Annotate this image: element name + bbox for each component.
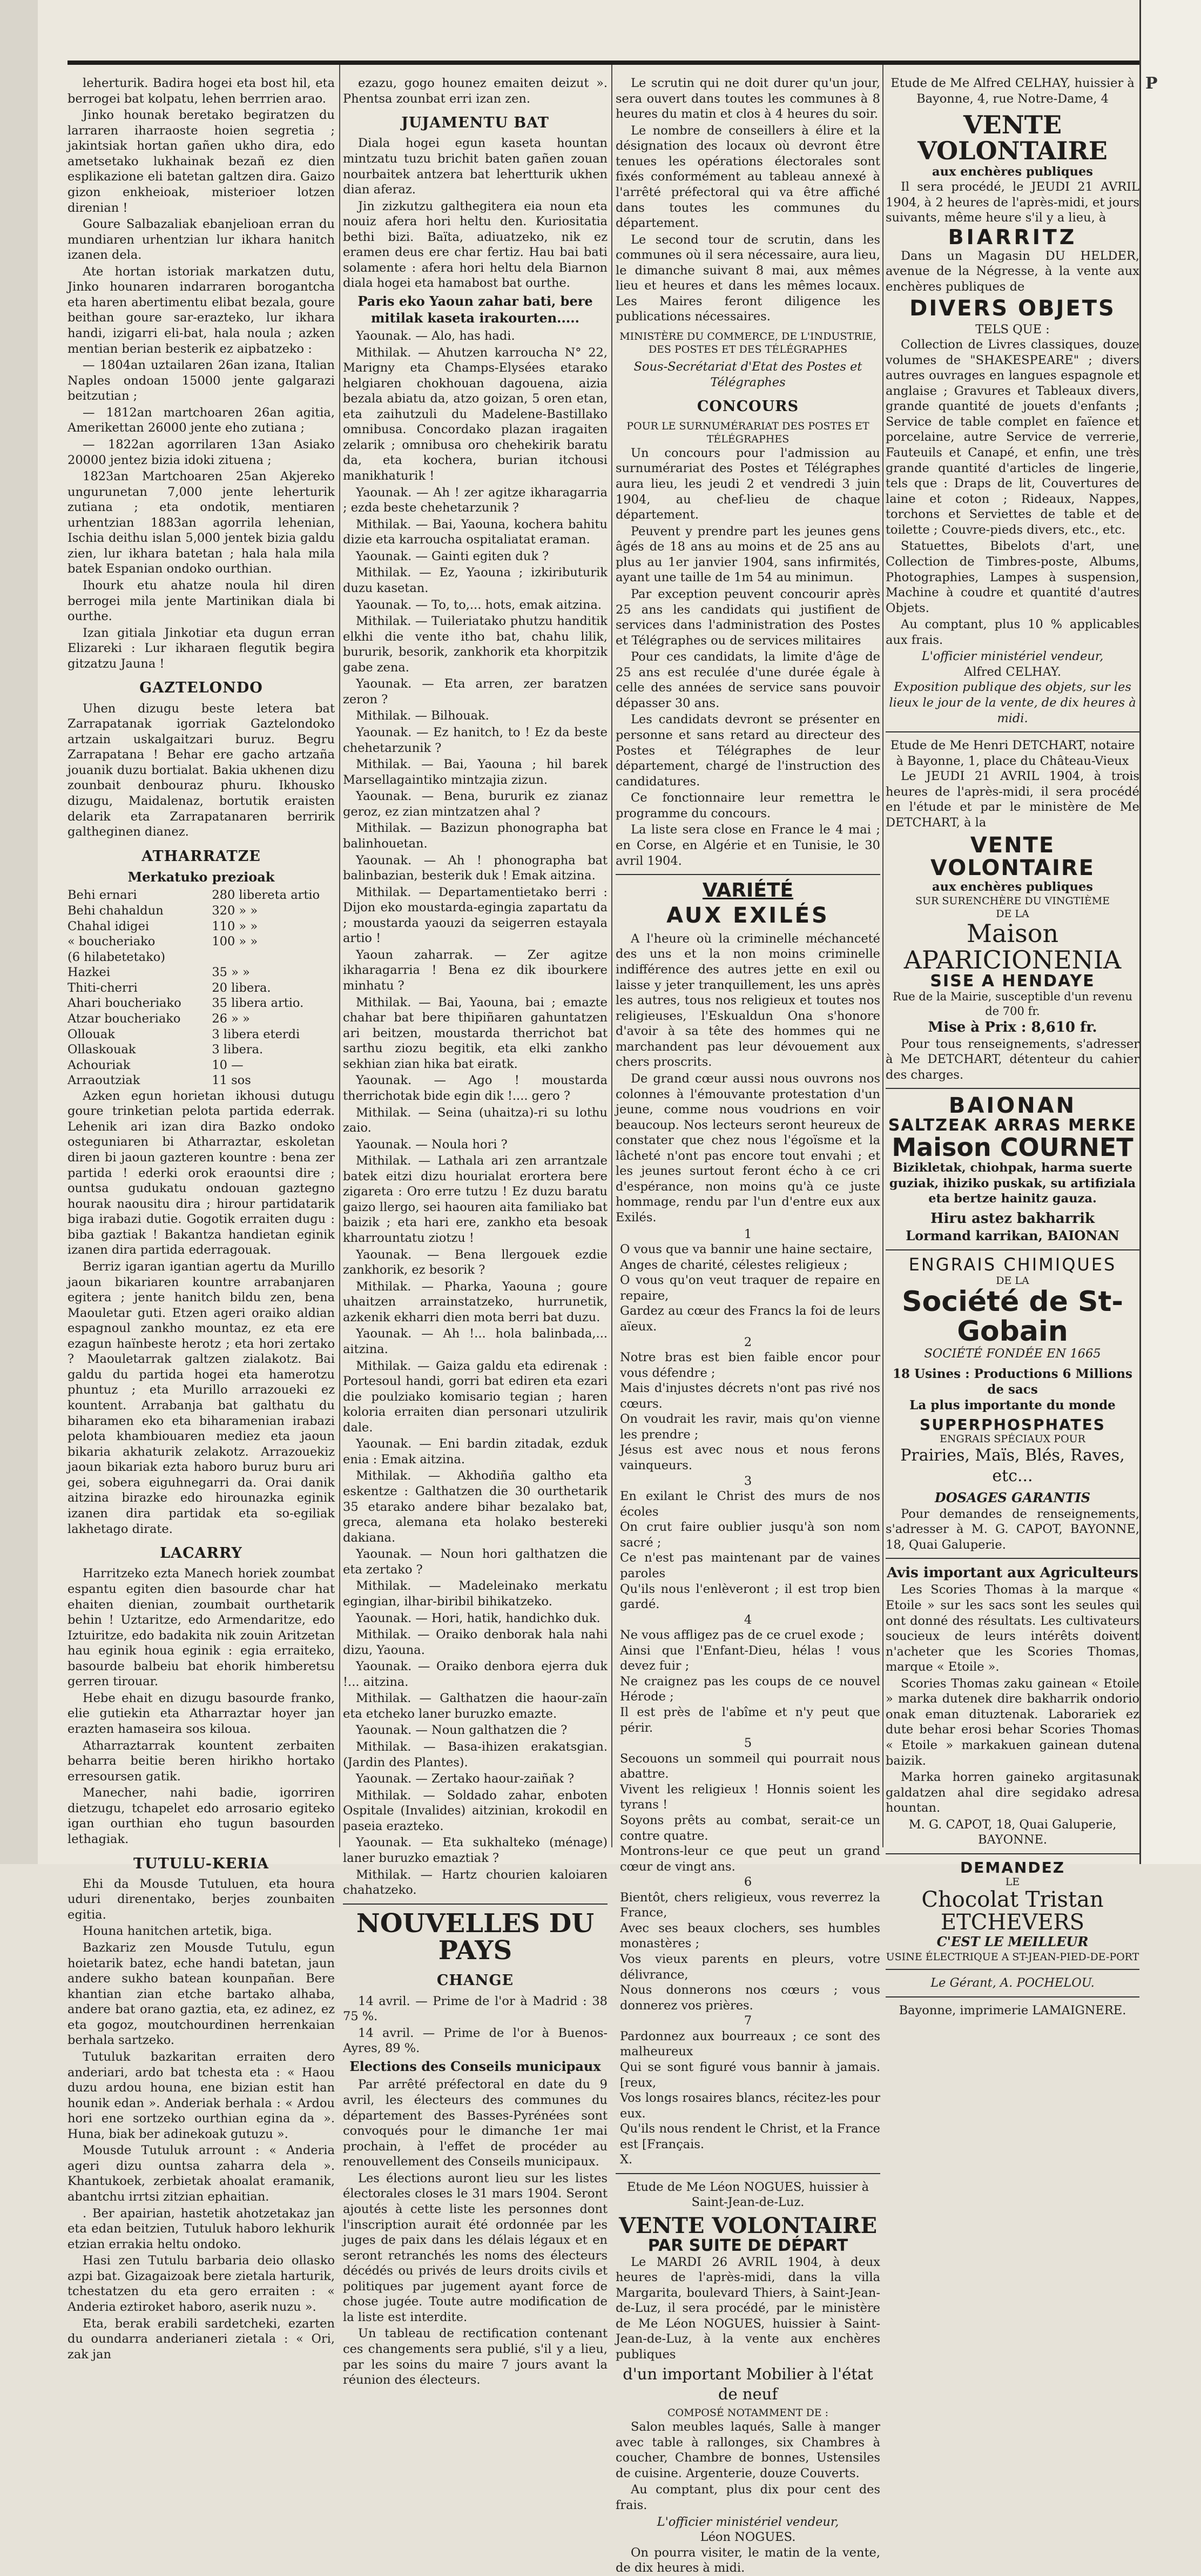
scories-eu: Scories Thomas zaku gainean « Etoile » marka dutenek dire bakharrik ondorio onak eman dituztenak. Laborariek ez dute behar erosi behar Scories Thomas « Etoile » markakuen gainean dutena baizik.: [886, 1676, 1139, 1768]
sise-hendaye: SISE A HENDAYE: [930, 971, 1095, 991]
divider: [886, 1249, 1139, 1250]
paragraph: Le nombre de conseillers à élire et la désignation des locaux où devront être tenues les opérations électorales sont fixés conformément au tableau annexé à l'arrêté préfectoral qui va être affiché dans toutes les communes du département.: [616, 123, 880, 231]
elections-title: Elections des Conseils municipaux: [349, 2058, 601, 2074]
verse-line: Gardez au cœur des Francs la foi de leurs aïeux.: [620, 1304, 880, 1334]
paragraph: Mithilak. — Oraiko denborak hala nahi dizu, Yaouna.: [343, 1627, 608, 1657]
paragraph: Mithilak. — Departamentietako berri : Dijon eko moustarda-egingia zapartatu da ; moustarda yaouzi da seigerren estayala artio !: [343, 885, 608, 946]
usine-electrique: USINE ÉLECTRIQUE A ST-JEAN-PIED-DE-PORT: [886, 1951, 1139, 1963]
paragraph: Pour ces candidats, la limite d'âge de 25 ans est reculée d'une durée égale à celle des années de service sans pouvoir dépasser 30 ans.: [616, 650, 880, 710]
nogues-comptant: Au comptant, plus dix pour cent des frais.: [616, 2483, 880, 2513]
le-label: LE: [1005, 1876, 1020, 1888]
price-row: [68, 934, 335, 950]
paragraph: Un tableau de rectification contenant ces changements sera publié, s'il y a lieu, par les soins du maire 7 jours avant la réunion des électeurs.: [343, 2326, 608, 2387]
celhay-list: Collection de Livres classiques, douze volumes de "SHAKESPEARE" ; divers autres ouvrages en langues espagnole et anglaise ; Gravures et Tableaux divers, grande quantité de jouets d'enfants ; Service de table complet en faïence et porcelaine, autre Service de verrerie, Fauteuils et Canapé, et enfin, une très grande quantité d'articles de lingerie, tels que : Draps de lit, Couvertures de laine et coton ; Rideaux, Nappes, torchons et Serviettes de table et de toilette ; Couvre-pieds divers, etc., etc.: [886, 338, 1139, 537]
detchart-subtitle: aux enchères publiques: [932, 879, 1093, 894]
nogues-etude: Etude de Me Léon NOGUES, huissier à Saint-Jean-de-Luz.: [626, 2180, 869, 2210]
verse-line: En exilant le Christ des murs de nos écoles: [620, 1489, 880, 1519]
paragraph: Yaounak. — Alo, has hadi.: [356, 328, 515, 343]
price-value: 35 libera artio.: [212, 996, 304, 1011]
nogues-list: Salon meubles laqués, Salle à manger avec table à rallonges, six Chambres à coucher, Chambre de bonnes, Ustensiles de cuisine. Argenterie, douze Couverts.: [616, 2420, 880, 2480]
price-value: 3 libera.: [212, 1042, 264, 1057]
verse-line: Ne craignez pas les coups de ce nouvel Hérode ;: [620, 1674, 880, 1704]
paragraph: Mithilak. — Pharka, Yaouna ; goure uhaitzen arrainstatzeko, hurrunetik, azkenik ekharri dien mota berri bat duzu.: [343, 1279, 608, 1324]
paragraph: 1823an Martchoaren 25an Akjereko ungurunetan 7,000 jente leherturik zutiana ; eta ondotik, mentiaren urhentzian 1883an agorrila lehenian, Ischia deithu islan 5,000 jentek bizia galdu zien, lur ikhara batetan ; hala hala mila batek Espanian ondoko ourthian.: [68, 469, 335, 576]
stanza-number: 2: [744, 1335, 752, 1349]
dialogue-text: [343, 328, 608, 1898]
price-value: 100 » »: [212, 934, 258, 949]
concours-title: CONCOURS: [697, 398, 799, 415]
paragraph: Ehi da Mousde Tutuluen, eta houra uduri direnentako, berjes zounbaiten egitia.: [68, 1876, 335, 1922]
importante-monde: La plus importante du monde: [909, 1398, 1116, 1413]
divider: [616, 874, 880, 875]
column-2: [343, 76, 608, 2387]
paragraph: Mithilak. — Ahutzen karroucha N° 22, Marigny eta Champs-Elysées etarako helgiaren chokhouan dagouena, aizia bezala abiatu da, atzo goizan, 5 oren etan, eta zaihutzuli du Madelene-Bastillako omnibusa. Concordako plazan iragaiten zelarik ; omnibusa oro chehekirik baratu da, eta kochera, burian itchousi manikhaturik !: [343, 345, 608, 483]
paragraph: Yaounak. — Ah ! zer agitze ikharagarria ; ezda beste chehetarzunik ?: [343, 485, 608, 515]
verse-line: Secouons un sommeil qui pourrait nous abattre.: [620, 1751, 880, 1781]
price-item: Behi chahaldun: [68, 904, 164, 918]
section-title-lacarry: LACARRY: [160, 1545, 242, 1562]
verse-line: Notre bras est bien faible encor pour vous défendre ;: [620, 1350, 880, 1380]
paragraph: Azken egun horietan ikhousi dutugu goure trinketian pelota partida ederrak. Lehenik ari izan dira Bazko ondoko osteguniaren bi Atharraztar, eskoletan diren bi jaoun gazteren kountre : bena zer partida ! ederki orok eraountsi dire ; ountsa gudukatu ondouan gaztegno hourak naousitu dira ; hirour partidatarik biga irabazi dutie. Gogotik erraiten dugu : biba gaztiak ! Bakantza handietan eginik izanen dira partida ederragouak.: [68, 1088, 335, 1257]
paragraph: Mithilak. — Bai, Yaouna, kochera bahitu dizie eta karroucha ospitaliatat eraman.: [343, 517, 608, 547]
celhay-officer: L'officier ministériel vendeur,: [921, 649, 1104, 664]
paragraph: Yaounak. — Eta arren, zer baratzen zeron ?: [343, 677, 608, 707]
cest-le-meilleur: C'EST LE MEILLEUR: [936, 1934, 1089, 1950]
stanza-number: 1: [744, 1227, 752, 1241]
paragraph: Mithilak. — Bazizun phonographa bat balinhouetan.: [343, 821, 608, 851]
maison-aparicionenia: Maison APARICIONENIA: [903, 919, 1122, 974]
change-title: CHANGE: [436, 1972, 514, 1989]
prairies: Prairies, Maïs, Blés, Raves, etc...: [900, 1446, 1125, 1486]
price-row: [68, 1042, 335, 1058]
price-row: [68, 950, 335, 965]
paragraph: Yaounak. — Bena, bururik ez zianaz geroz, ez zian mintzatzen ahal ?: [343, 789, 608, 819]
paragraph: 14 avril. — Prime de l'or à Madrid : 38 75 %.: [343, 1994, 608, 2024]
price-value: 280 libereta artio: [212, 888, 320, 903]
paragraph: Mithilak. — Hartz chourien kaloiaren chahatzeko.: [343, 1867, 608, 1898]
continued-text: ezazu, gogo hounez emaiten deizut ». Phentsa zounbat erri izan zen.: [343, 76, 608, 106]
paragraph: Izan gitiala Jinkotiar eta dugun erran Elizareki : Lur ikharaen flegutik begira gitzatzu Jauna !: [68, 625, 335, 671]
verse-line: Vos vieux parents en pleurs, votre délivrance,: [620, 1952, 880, 1982]
paragraph: Harritzeko ezta Manech horiek zoumbat espantu egiten dien basourde char hat ehaiten dienian, zoumbait ourthetarik behin ! Uztaritze, edo Armendaritze, edo Iztuiritze, edo badakita nik zouin Aritzetan hau eginik houa eginik : egia erraiteko, basourde balbeiu bat ehorik himberetsu gerren tirouar.: [68, 1566, 335, 1689]
verse-line: Ainsi que l'Enfant-Dieu, hélas ! vous devez fuir ;: [620, 1643, 880, 1673]
section-title-jujamentu: JUJAMENTU BAT: [401, 115, 549, 132]
divers-objets: DIVERS OBJETS: [909, 295, 1116, 321]
saltzeak-title: SALTZEAK ARRAS MERKE: [888, 1116, 1137, 1135]
section-title-gaztelondo: GAZTELONDO: [139, 680, 263, 697]
celhay-text: Il sera procédé, le JEUDI 21 AVRIL 1904, à 2 heures de l'après-midi, et jours suivants, même heure s'il y a lieu, à: [886, 180, 1139, 225]
detchart-surenchere: SUR SURENCHÈRE DU VINGTIÈME: [915, 895, 1110, 907]
paragraph: Mithilak. — Bai, Yaouna, bai ; emazte chahar bat bere thipiñaren gahuntatzen ari beitzen, moustarda therrichot bat sarthu ziozu begitik, eta elki zankho sekhian zian hika bat eiratk.: [343, 995, 608, 1071]
scrutin-text: [616, 76, 880, 325]
price-row: [68, 965, 335, 980]
poem: [616, 1227, 880, 2168]
capot-address: M. G. CAPOT, 18, Quai Galuperie, BAYONNE.: [908, 1817, 1117, 1847]
paragraph: Ate hortan istoriak markatzen dutu, Jinko hounaren indarraren borogantcha eta haren abertimentu elibat bezala, goure beithan goure sar-erazteko, lur ikhara handi, izigarri eli-bat, hala noula ; azken mentian berian besterik ez aipbatzeko :: [68, 264, 335, 356]
paragraph: Un concours pour l'admission au surnumérariat des Postes et Télégraphes aura lieu, les jeudi 2 et vendredi 3 juin 1904, au chef-lieu de chaque département.: [616, 446, 880, 522]
paragraph: Mithilak. — Ez, Yaouna ; izkiributurik duzu kasetan.: [343, 566, 608, 595]
price-value: 10 —: [212, 1058, 244, 1072]
price-row: [68, 887, 335, 903]
price-item: Arraoutziak: [68, 1073, 140, 1088]
paragraph: Mithilak. — Tuileriatako phutzu handitik elkhi die vente itho bat, chahu lilik, bururik, besorik, zankhorik eta khorpitzik gabe zena.: [343, 614, 608, 675]
verse-line: Qui se sont figuré vous bannir à jamais. [reux,: [620, 2060, 880, 2090]
avis-agriculteurs: Avis important aux Agriculteurs: [887, 1565, 1138, 1582]
celhay-comptant: Au comptant, plus 10 % applicables aux frais.: [886, 617, 1139, 647]
gerant: Le Gérant, A. POCHELOU.: [930, 1976, 1095, 1990]
column-3: [616, 76, 880, 2575]
gaztelondo-text: [68, 701, 335, 840]
paragraph: Yaounak. — Noula hori ?: [356, 1137, 508, 1152]
paragraph: Berriz igaran igantian agertu da Murillo jaoun bikariaren kountre arrabanjaren egitera ; jente hanitch bildu zen, bena Maouletar guti. Etzen ageri oraiko aldian espagnoul zankho mountaz, ez eta ere ezagun haïnbeste herotz ; eta hori zertako ? Maouletarrak galtzen zialakotz. Bai galdu du partida hogei eta hamerotzu phuntuz ; eta Murillo arrazoueki ez kountent. Arrabanja bat galthatu du biharamen eko eta biharamenian irabazi pelota khambiouaren mediez eta jaoun bikaria akhaturik zelakotz. Arrazouekiz jaoun bikariak ezta haboro buruz buru ari gei, sobera eiguhnegarri da. Orai danik aitzina birazke edo hirounazka eginik izanen dira partidak eta so-egiliak lakhetago dirate.: [68, 1259, 335, 1536]
paragraph: Hasi zen Tutulu barbaria deio ollasko azpi bat. Gizagaizoak bere zietala harturik, tchestatzen du eta gero erraiten : « Anderia eztiroket haboro, aserik nuzu ».: [68, 2254, 335, 2314]
price-item: Behi ernari: [68, 888, 137, 903]
paragraph: Yaounak. — Ez hanitch, to ! Ez da beste chehetarzunik ?: [343, 725, 608, 755]
paragraph: Atharraztarrak kountent zerbaiten beharra beitie beren hirikho hortako erresoursen gatik.: [68, 1738, 335, 1784]
price-row: [68, 996, 335, 1011]
paragraph: Mousde Tutuluk arrount : « Anderia ageri dizu ountsa zaharra dela ». Khantukoek, zerbietak ahoalat eramanik, abantchu irrtsi zitzian ephaitian.: [68, 2143, 335, 2204]
paragraph: Mithilak. — Akhodiña galtho eta eskentze : Galthatzen die 30 ourthetarik 35 etarako andere bihar bezalako bat, greca, alemana eta holako bestereki dakiana.: [343, 1469, 608, 1545]
nogues-mobilier: d'un important Mobilier à l'état de neuf: [623, 2365, 873, 2404]
concours-subtitle: POUR LE SURNUMÉRARIAT DES POSTES ET TÉLÉGRAPHES: [626, 420, 869, 445]
paragraph: Mithilak. — Madeleinako merkatu egingian, ilhar-biribil bihikatzeko.: [343, 1579, 608, 1609]
divider: [886, 1996, 1139, 1997]
paragraph: Mithilak. — Bilhouak.: [356, 709, 489, 723]
adjacent-page-strip: P: [1139, 0, 1201, 1864]
price-value: 35 » »: [212, 965, 250, 980]
change-text: [343, 1994, 608, 2056]
paragraph: Ihourk etu ahatze noula hil diren berrogei mila jente Martinikan diala bi ourthe.: [68, 579, 335, 624]
verse-line: Avec ses beaux clochers, ses humbles monastères ;: [620, 1921, 880, 1951]
verse-line: Qu'ils nous l'enlèveront ; il est trop bien gardé.: [620, 1582, 880, 1612]
price-value: 3 libera eterdi: [212, 1027, 300, 1041]
paragraph: Mithilak. — Galthatzen die haour-zaïn eta etcheko laner buruzko emazte.: [343, 1691, 608, 1721]
pelota-text: [68, 1088, 335, 1537]
nogues-compose: COMPOSÉ NOTAMMENT DE :: [667, 2407, 829, 2419]
nogues-officer: L'officier ministériel vendeur,: [657, 2514, 839, 2529]
paragraph: Tutuluk bazkaritan erraiten dero anderiari, ardo bat tchesta eta : « Haou duzu ardou houna, ene bizian estit han hounik edan ». Anderiak berhala : « Ardou hori ene sortzeko ourthian egina da ». Huna, biak ber adinekoak gutuzu ».: [68, 2049, 335, 2141]
paragraph: Yaounak. — Bena llergouek ezdie zankhorik, ez besorik ?: [343, 1247, 608, 1277]
column-1: [68, 76, 335, 2362]
engrais-title: ENGRAIS CHIMIQUES: [908, 1254, 1117, 1275]
biarritz: BIARRITZ: [948, 225, 1077, 249]
price-item: « boucheriako: [68, 934, 156, 949]
price-item: Ollaskouak: [68, 1042, 136, 1057]
price-value: 11 sos: [212, 1073, 251, 1088]
paragraph: Yaounak. — Zertako haour-zaiñak ?: [356, 1772, 575, 1786]
imprimerie: Bayonne, imprimerie LAMAIGNERE.: [899, 2003, 1126, 2017]
engrais-speciaux: ENGRAIS SPÉCIAUX POUR: [940, 1432, 1085, 1445]
societe-fondee: SOCIÉTÉ FONDÉE EN 1665: [924, 1347, 1101, 1361]
price-list: [68, 887, 335, 1088]
paragraph: Goure Salbazaliak ebanjelioan erran du mundiaren urhentzian lur ikhara hanitch izanen dela.: [68, 217, 335, 263]
paragraph: leherturik. Badira hogei eta bost hil, eta berrogei bat kolpatu, lehen berrrien arao.: [68, 76, 335, 106]
celhay-text2: Dans un Magasin DU HELDER, avenue de la Négresse, à la vente aux enchères publiques de: [886, 248, 1139, 294]
paragraph: Yaounak. — Ah !... hola balinbada,... aitzina.: [343, 1327, 608, 1356]
verse-line: Vos longs rosaires blancs, récitez-les pour eux.: [620, 2091, 880, 2121]
verse-line: Jésus est avec nous et nous ferons vainqueurs.: [620, 1443, 880, 1473]
verse-line: Ne vous affligez pas de ce cruel exode ;: [620, 1628, 865, 1643]
paragraph: Uhen dizugu beste letera bat Zarrapatanak igorriak Gaztelondoko artzain uskalgaitzari buruz. Begru Zarrapatana ! Behar ere gacho artzaña jouanik duzu bortialat. Bakia ukhenen dizu zounbait denbouraz phuru. Ikhousko dizugu, Maidalenaz, bortutik eraisten delarik eta Zarrapatanaren berririk galtheginen dianez.: [68, 701, 335, 839]
top-rule: [68, 60, 1139, 65]
paragraph: A l'heure où la criminelle méchanceté des uns et la non moins criminelle indifférence des autres jette en exil ou laisse y jeter tranquillement, les uns après les autres, tous nos religieux et toutes nos religieuses, l'Eskualdun Ona s'honore d'avoir à sa tête des hommes qui ne marchandent pas leur dévouement aux chers proscrits.: [616, 931, 880, 1070]
price-value: 20 libera.: [212, 980, 271, 995]
paragraph: Yaounak. — Eni bardin zitadak, ezduk enia : Emak aitzina.: [343, 1437, 608, 1467]
price-value: 26 » »: [212, 1011, 250, 1026]
paragraph: Yaoun zaharrak. — Zer agitze ikharagarria ! Bena ez dik ibourkere minhatu ?: [343, 947, 608, 993]
column-rule: [339, 65, 340, 1847]
nogues-name: Léon NOGUES.: [700, 2530, 796, 2545]
paragraph: Mithilak. — Bai, Yaouna ; hil barek Marsellagaintiko mintzajia zizun.: [343, 757, 608, 787]
paragraph: . Ber apairian, hastetik ahotzetakaz jan eta edan beitzien, Tutuluk haboro lekhurik etzian errakia heltu ondoko.: [68, 2206, 335, 2251]
baionan-title: BAIONAN: [948, 1093, 1077, 1119]
verse-line: Il est près de l'abîme et n'y peut que périr.: [620, 1705, 880, 1735]
paragraph: Le second tour de scrutin, dans les communes où il sera nécessaire, aura lieu, le dimanche suivant 8 mai, aux mêmes lieu et heures et dans les mêmes locaux. Les Maires feront diligence les publications nécessaires.: [616, 232, 880, 324]
detchart-renseignements: Pour tous renseignements, s'adresser à Me DETCHART, détenteur du cahier des charges.: [886, 1037, 1139, 1082]
nogues-title: VENTE VOLONTAIRE: [618, 2213, 878, 2239]
variete-title: VARIÉTÉ: [702, 879, 794, 902]
celhay-name: Alfred CELHAY.: [963, 664, 1062, 679]
paragraph: Le scrutin qui ne doit durer qu'un jour, sera ouvert dans toutes les communes à 8 heures du matin et clos à 4 heures du soir.: [616, 76, 880, 122]
paragraph: Mithilak. — Lathala ari zen arrantzale batek eitzi dizu hourialat erortera bere zigareta : Oro erre tutzu ! Ez duzu baratu gaizo llergo, sei haouren aita familiako bat baizik ; eta hari ere, zankho eta besoak kharrountatu ziotzu !: [343, 1154, 608, 1246]
paragraph: Les candidats devront se présenter en personne et sans retard au directeur des Postes et Télégraphes de leur département, chargé de l'instruction des candidatures.: [616, 712, 880, 789]
detchart-text: Le JEUDI 21 AVRIL 1904, à trois heures de l'après-midi, il sera procédé en l'étude et par le ministère de Me DETCHART, à la: [886, 769, 1139, 830]
paragraph: Ce fonctionnaire leur remettra le programme du concours.: [616, 791, 880, 820]
price-row: [68, 1027, 335, 1042]
verse-line: Qu'ils nous rendent le Christ, et la France est [Français.: [620, 2122, 880, 2151]
paragraph: Eta, berak erabili sardetcheki, ezarten du oundarra anderianeri zietala : « Ori, zak jan: [68, 2316, 335, 2362]
verse-line: Vivent les religieux ! Honnis soient les tyrans !: [620, 1782, 880, 1812]
mise-a-prix: Mise à Prix : 8,610 fr.: [928, 1019, 1097, 1035]
paragraph: — 1822an agorrilaren 13an Asiako 20000 jentez bizia idoki zituena ;: [68, 437, 335, 467]
verse-line: Pardonnez aux bourreaux ; ce sont des malheureux: [620, 2029, 880, 2059]
verse-line: Montrons-leur ce que peut un grand cœur de vingt ans.: [620, 1844, 880, 1874]
tutulu-text: [68, 1876, 335, 2362]
paragraph: Par exception peuvent concourir après 25 ans les candidats qui justifient de services dans l'administration des Postes et Télégraphes ou de services militaires: [616, 587, 880, 648]
celhay-expo: Exposition publique des objets, sur les lieux le jour de la vente, de dix heures à midi.: [889, 680, 1136, 725]
price-item: Chahal idigei: [68, 919, 150, 933]
price-value: 110 » »: [212, 919, 258, 933]
cournet-text: Bizikletak, chiohpak, harma suerte guziak, ihiziko puskak, su artifiziala eta bertze hainitz gauza.: [889, 1161, 1136, 1206]
price-row: [68, 1058, 335, 1073]
verse-line: O vous que va bannir une haine sectaire,: [620, 1242, 873, 1257]
section-subtitle-prices: Merkatuko prezioak: [127, 869, 275, 885]
celhay-subtitle: aux enchères publiques: [932, 164, 1093, 179]
divider: [886, 731, 1139, 732]
verse-line: On crut faire oublier jusqu'à son nom sacré ;: [620, 1520, 880, 1550]
paragraph: Yaounak. — Eta sukhalteko (ménage) laner buruzko emaztiak ?: [343, 1835, 608, 1865]
paragraph: Bazkariz zen Mousde Tutulu, egun hoietarik batez, eche handi batetan, jaun andere sukho batean kounpañan. Bere khantian zian etche bartako alhaba, andere bat orano gaztia, eta, ez adinez, ez eta gogoz, moutchourdinen herrenkaian berhala sartzeko.: [68, 1941, 335, 2048]
price-row: [68, 919, 335, 934]
jujamentu-text: [343, 136, 608, 291]
celhay-title: VENTE VOLONTAIRE: [917, 110, 1108, 166]
intro-text: [68, 76, 335, 671]
paragraph: 14 avril. — Prime de l'or à Buenos-Ayres, 89 %.: [343, 2026, 608, 2056]
verse-line: Soyons prêts au combat, serait-ce un contre quatre.: [620, 1813, 880, 1843]
column-rule: [611, 65, 612, 1847]
capot-renseignements: Pour demandes de renseignements, s'adresser à M. G. CAPOT, BAYONNE, 18, Quai Galuperie.: [886, 1506, 1139, 1552]
paragraph: Jinko hounak beretako begiratzen du larraren iharraoste hoien segretia ; jakintsiak hortan gañen ukho dira, edo ametsetako lukhainak bezañ ez dien esplikazione eli batetan galtzen dira. Gaizo gizon enkheioak, misterioer lotzen direnian !: [68, 108, 335, 215]
ministere-heading: MINISTÈRE DU COMMERCE, DE L'INDUSTRIE, DES POSTES ET DES TÉLÉGRAPHES: [619, 331, 876, 356]
price-item: Ahari boucheriako: [68, 996, 181, 1011]
price-row: [68, 903, 335, 919]
superphosphates: SUPERPHOSPHATES: [920, 1415, 1105, 1434]
nouvelles-title: NOUVELLES DU PAYS: [356, 1908, 595, 1966]
divider: [616, 2173, 880, 2174]
price-value: 320 » »: [212, 904, 258, 918]
section-title-paris: Paris eko Yaoun zahar bati, bere mitilak kaseta irakourten.....: [357, 293, 593, 326]
paragraph: — 1804an uztailaren 26an izana, Italian Naples ondoan 15000 jente galgarazi beitzutian ;: [68, 358, 335, 403]
paragraph: Yaounak. — Noun galthatzen die ?: [356, 1723, 568, 1738]
price-item: Thiti-cherri: [68, 980, 138, 995]
divider: [886, 1088, 1139, 1089]
societe-st-gobain: Société de St-Gobain: [902, 1286, 1123, 1348]
celhay-etude: Etude de Me Alfred CELHAY, huissier à Bayonne, 4, rue Notre-Dame, 4: [890, 76, 1135, 106]
scories-fr: Les Scories Thomas à la marque « Etoile » sur les sacs sont les seules qui ont donné des résultats. Les cultivateurs soucieux de leurs intérêts doivent n'acheter que les Scories Thomas, marque « Etoile ».: [886, 1583, 1139, 1674]
paragraph: Yaounak. — Gainti egiten duk ?: [356, 549, 549, 563]
tels-que: TELS QUE :: [975, 322, 1050, 337]
section-title-atharratze: ATHARRATZE: [141, 848, 261, 865]
column-rule: [882, 65, 883, 1847]
paragraph: Manecher, nahi badie, igorriren dietzugu, tchapelet edo arrosario egiteko igan ourthian eho tugun basourden lethagiak.: [68, 1786, 335, 1846]
divider: [886, 1853, 1139, 1854]
paragraph: Yaounak. — Noun hori galthatzen die eta zertako ?: [343, 1547, 608, 1577]
verse-line: Ce n'est pas maintenant par de vaines paroles: [620, 1551, 880, 1580]
price-item: Atzar boucheriako: [68, 1011, 181, 1026]
dosages-garantis: DOSAGES GARANTIS: [934, 1490, 1091, 1506]
marka-text: Marka horren gaineko argitasunak galdatzen ahal dire segidako adresa hountan.: [886, 1770, 1139, 1815]
price-value: [212, 950, 335, 965]
paragraph: Diala hogei egun kaseta hountan mintzatu tuzu brichit baten gañen zouan nourbaitek antzera bat lehertturik ukhen dian aferaz.: [343, 136, 608, 197]
detchart-etude: Etude de Me Henri DETCHART, notaire à Bayonne, 1, place du Château-Vieux: [890, 738, 1135, 768]
verse-line: On voudrait les ravir, mais qu'on vienne les prendre ;: [620, 1412, 880, 1442]
verse-line: Nous donnerons nos cœurs ; vous donnerez vos prières.: [620, 1983, 880, 2013]
price-item: Achouriak: [68, 1058, 131, 1072]
nogues-subtitle: PAR SUITE DE DÉPART: [647, 2236, 848, 2256]
price-item: Hazkei: [68, 965, 111, 980]
lacarry-text: [68, 1566, 335, 1847]
paragraph: — 1812an martchoaren 26an agitia, Amerikettan 26000 jente eho zutiana ;: [68, 405, 335, 435]
elections-text: [343, 2077, 608, 2387]
exiles-title: AUX EXILÉS: [666, 903, 829, 928]
stanza-number: 4: [744, 1612, 752, 1627]
price-item: (6 hilabetetako): [68, 950, 166, 964]
paragraph: Jin zizkutzu galthegitera eia noun eta nouiz afera hori heltu den. Kuriositatia bethi bizi. Baïta, adiuatzeko, nik ez eramen deus ere char fertiz. Hau bai bati solamente : afera hori heltu dela Biarnon diala hogei eta hamabost bat ourthe.: [343, 199, 608, 291]
price-row: [68, 1011, 335, 1027]
nogues-visit: On pourra visiter, le matin de la vente, de dix heures à midi.: [616, 2545, 880, 2575]
paragraph: Hebe ehait en dizugu basourde franko, elie gutiekin eta Atharraztar hoyer jan erazten hamaseira sos kiloua.: [68, 1691, 335, 1736]
divider: [343, 1904, 608, 1905]
paragraph: Yaounak. — Hori, hatik, handichko duk.: [356, 1611, 600, 1625]
left-page-margin: [0, 0, 38, 1864]
paragraph: Mithilak. — Gaiza galdu eta edirenak : Portesoul handi, gorri bat ediren eta ezari die poulziako komisario tegian ; haren koloria erraiten dian personari utzulirik dale.: [343, 1358, 608, 1435]
maison-cournet: Maison COURNET: [892, 1132, 1133, 1162]
paragraph: Par arrêté préfectoral en date du 9 avril, les électeurs des communes du département des Basses-Pyrénées sont convoqués pour le dimanche 1er mai prochain, à l'effet de procéder au renouvellement des Conseils municipaux.: [343, 2077, 608, 2169]
detchart-title: VENTE VOLONTAIRE: [930, 832, 1095, 880]
stanza-number: 7: [744, 2014, 752, 2028]
verse-line: Mais d'injustes décrets n'ont pas rivé nos cœurs.: [620, 1381, 880, 1411]
celhay-list2: Statuettes, Bibelots d'art, une Collection de Timbres-poste, Albums, Photographies, Lampes à suspension, Machine à coudre et quantité d'autres Objets.: [886, 539, 1139, 615]
paragraph: Yaounak. — To, to,... hots, emak aitzina.: [356, 597, 602, 612]
exiles-intro: [616, 931, 880, 1226]
stanza-number: 6: [744, 1875, 752, 1889]
price-row: [68, 1073, 335, 1088]
paragraph: Peuvent y prendre part les jeunes gens âgés de 18 ans au moins et de 25 ans au plus au 1er janvier 1904, sans infirmités, ayant une taille de 1m 54 au minimun.: [616, 524, 880, 585]
paragraph: Yaounak. — Ah ! phonographa bat balinbazian, besterik duk ! Emak aitzina.: [343, 853, 608, 883]
demandez: DEMANDEZ: [960, 1858, 1065, 1876]
rue-mairie: Rue de la Mairie, susceptible d'un revenu de 700 fr.: [892, 990, 1133, 1018]
paragraph: Yaounak. — Oraiko denbora ejerra duk !... aitzina.: [343, 1659, 608, 1689]
sous-secretariat: Sous-Secrétariat d'Etat des Postes et Télégraphes: [633, 360, 862, 389]
hiru-astez: Hiru astez bakharrik: [930, 1210, 1095, 1227]
verse-line: Bientôt, chers religieux, vous reverrez la France,: [620, 1890, 880, 1920]
section-title-tutulu: TUTULU-KERIA: [133, 1855, 269, 1872]
nogues-text: Le MARDI 26 AVRIL 1904, à deux heures de l'après-midi, dans la villa Margarita, boulevard Thiers, à Saint-Jean-de-Luz, il sera procédé, par le ministère de Me Léon NOGUES, huissier à Saint-Jean-de-Luz, à la vente aux enchères publiques: [616, 2255, 880, 2362]
paragraph: Mithilak. — Basa-ihizen erakatsgian. (Jardin des Plantes).: [343, 1740, 608, 1770]
lormand-karrikan: Lormand karrikan, BAIONAN: [906, 1227, 1119, 1243]
column-4: [886, 76, 1139, 2017]
usines-productions: 18 Usines : Productions 6 Millions de sacs: [893, 1366, 1132, 1397]
stanza-number: 3: [744, 1474, 752, 1488]
paragraph: Les élections auront lieu sur les listes électorales closes le 31 mars 1904. Seront ajoutés à cette liste les personnes dont l'inscription aurait été ordonnée par les juges de paix dans les délais légaux et en seront retranchés les noms des électeurs décédés ou privés de leurs droits civils et politiques par jugement ayant force de chose jugée. Toute autre modification de la liste est interdite.: [343, 2171, 608, 2324]
divider: [886, 1969, 1139, 1970]
paragraph: Houna hanitchen artetik, biga.: [83, 1924, 272, 1939]
paragraph: Mithilak. — Soldado zahar, enboten Ospitale (Invalides) aitzinian, krokodil en paseia eraztekо.: [343, 1788, 608, 1833]
detchart-dela: DE LA: [996, 908, 1029, 920]
paragraph: La liste sera close en France le 4 mai ; en Corse, en Algérie et en Tunisie, le 30 avril 1904.: [616, 823, 880, 868]
verse-line: X.: [620, 2153, 633, 2167]
price-row: [68, 980, 335, 996]
paragraph: Mithilak. — Seina (uhaitza)-ri su lothu zaio.: [343, 1105, 608, 1135]
verse-line: O vous qu'on veut traquer de repaire en repaire,: [620, 1273, 880, 1303]
concours-text: [616, 446, 880, 869]
verse-line: Anges de charité, célestes religieux ;: [620, 1257, 848, 1272]
divider: [886, 1558, 1139, 1559]
price-item: Ollouak: [68, 1027, 115, 1041]
paragraph: Yaounak. — Ago ! moustarda therrichotak bide egin dik !.... gero ?: [343, 1073, 608, 1103]
chocolat-etchevers: Chocolat Tristan ETCHEVERS: [921, 1887, 1104, 1935]
engrais-dela: DE LA: [996, 1275, 1029, 1287]
paragraph: De grand cœur aussi nous ouvrons nos colonnes à l'émouvante protestation d'un jeune, comme nous voudrions en voir beaucoup. Nos lecteurs seront heureux de constater que chez nous l'égoïsme et la lâcheté n'ont pas encore tout envahi ; et les jeunes surtout feront écho à ce cri d'espérance, non moins qu'à ce juste hommage, rendu par l'un d'entre eux aux Exilés.: [616, 1071, 880, 1225]
stanza-number: 5: [744, 1736, 752, 1751]
